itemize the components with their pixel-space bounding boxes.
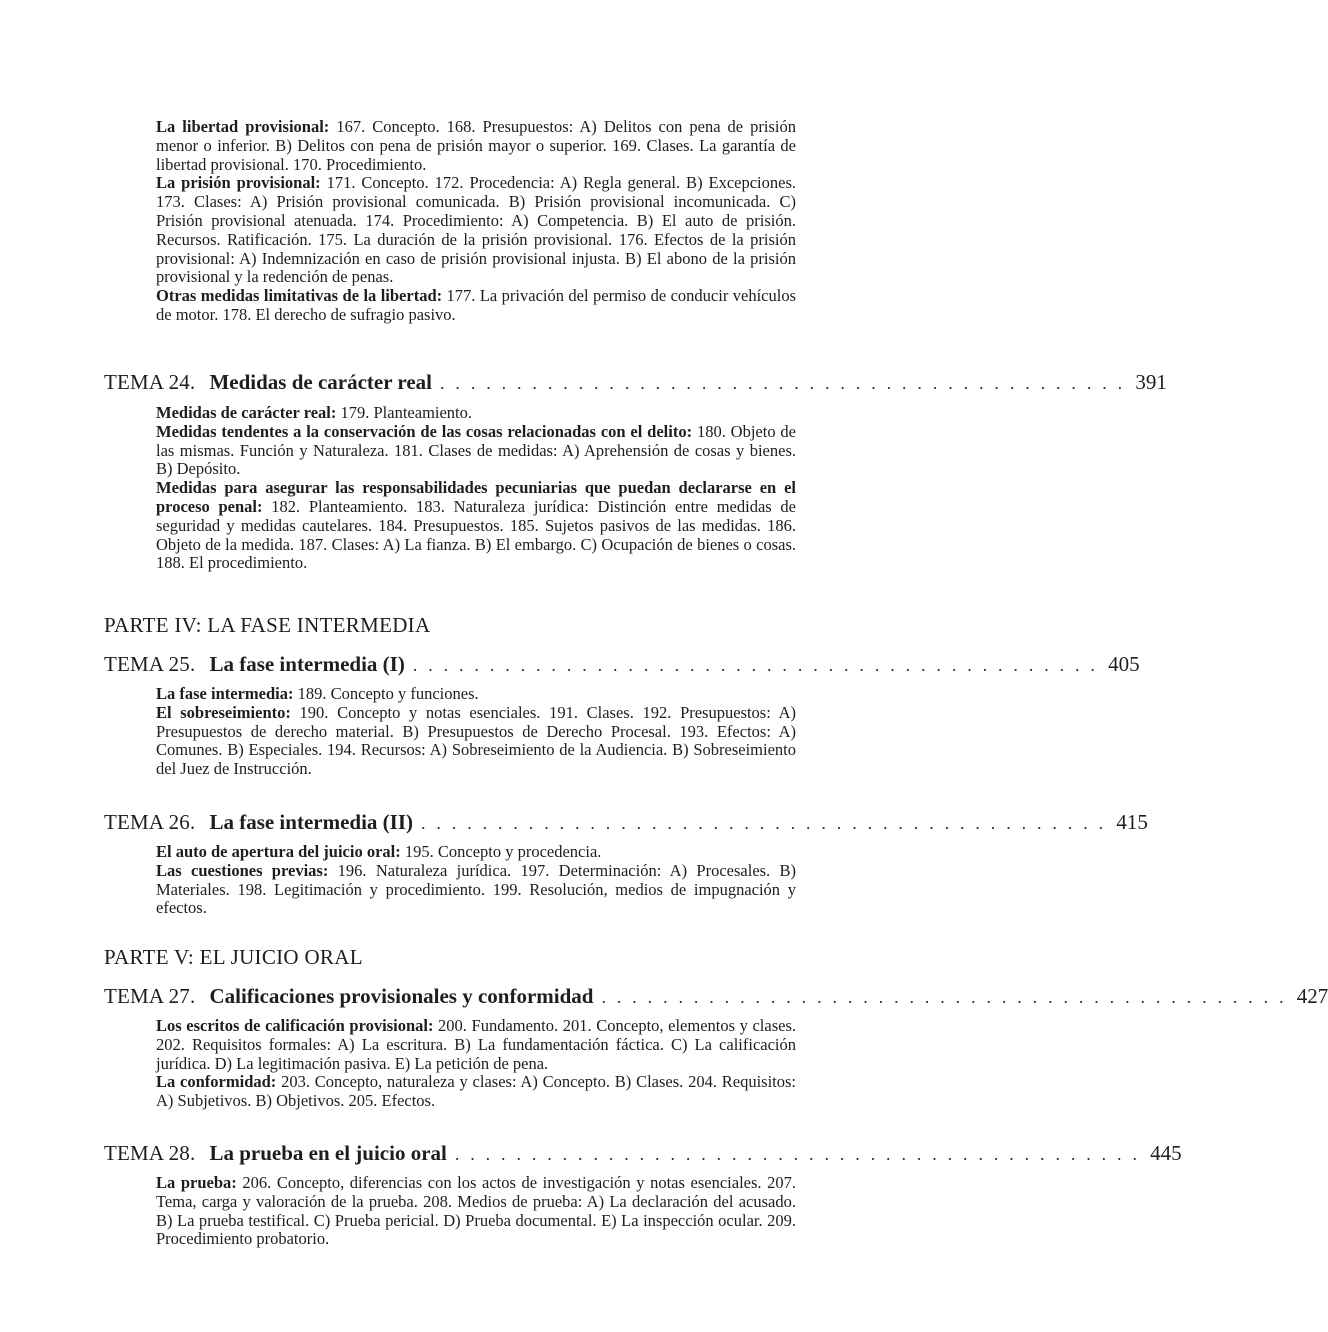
- tema-27-heading: [104, 984, 1328, 1014]
- page-number: 445: [1150, 1141, 1182, 1165]
- tema-title: Medidas de carácter real: [209, 370, 433, 394]
- parte-iv-heading: PARTE IV: LA FASE INTERMEDIA: [104, 613, 431, 637]
- index-paragraph: [156, 685, 796, 704]
- section-text: 203. Concepto, naturaleza y clases: A) Concepto. B) Clases. 204. Requisitos: A) Subjetivos. B) Objetivos. 205. Efectos.: [156, 1072, 796, 1111]
- dot-leader: . . . . . . . . . . . . . . . . . . . . . . . . . . . . . . . . . . . . . . . . . . . . .: [412, 655, 1099, 675]
- index-paragraph: [156, 404, 796, 423]
- tema-title: La prueba en el juicio oral: [209, 1141, 447, 1165]
- index-paragraph: [156, 843, 796, 862]
- tema-25-content: [156, 685, 796, 779]
- tema-26-heading: [104, 810, 1148, 840]
- tema-24-content: [156, 404, 796, 573]
- section-text: 190. Concepto y notas esenciales. 191. Clases. 192. Presupuestos: A) Presupuestos de derecho material. B) Presupuestos de Derecho Procesal. 193. Efectos: A) Comunes. B) Especiales. 194. Recursos: A) Sobreseimiento de la Audiencia. B) Sobreseimiento del Juez de Instrucción.: [156, 702, 796, 779]
- tema-28-content: [156, 1174, 796, 1249]
- page-number: 427: [1296, 984, 1328, 1008]
- index-paragraph: [156, 1017, 796, 1073]
- section-heading: La fase intermedia:: [156, 684, 294, 703]
- section-heading: Medidas de carácter real:: [156, 403, 337, 422]
- page-number: 391: [1135, 370, 1167, 394]
- section-text: 180. Objeto de las mismas. Función y Naturaleza. 181. Clases de medidas: A) Aprehensión de cosas y bienes. B) Depósito.: [156, 421, 796, 479]
- section-heading: Los escritos de calificación provisional:: [156, 1016, 434, 1035]
- section-heading: El auto de apertura del juicio oral:: [156, 842, 401, 861]
- section-heading: Las cuestiones previas:: [156, 860, 329, 880]
- tema-27-content: [156, 1017, 796, 1111]
- index-paragraph: [156, 118, 796, 174]
- section-text: 177. La privación del permiso de conducir vehículos de motor. 178. El derecho de sufragio pasivo.: [156, 286, 796, 324]
- index-paragraph: [156, 1073, 796, 1111]
- section-heading: La libertad provisional:: [156, 117, 330, 136]
- dot-leader: . . . . . . . . . . . . . . . . . . . . . . . . . . . . . . . . . . . . . . . . . . . . .: [601, 987, 1287, 1007]
- tema-number: TEMA 25.: [104, 652, 196, 676]
- section-heading: Otras medidas limitativas de la libertad:: [156, 286, 443, 306]
- section-text: 189. Concepto y funciones.: [293, 684, 479, 703]
- tema-number: TEMA 28.: [104, 1141, 196, 1165]
- page-number: 415: [1116, 810, 1148, 834]
- index-paragraph: [156, 287, 796, 325]
- section-text: 179. Planteamiento.: [336, 403, 473, 422]
- tema-title: La fase intermedia (II): [209, 810, 413, 834]
- dot-leader: . . . . . . . . . . . . . . . . . . . . . . . . . . . . . . . . . . . . . . . . . . . . .: [440, 373, 1126, 393]
- tema-25-heading: [104, 652, 1140, 682]
- index-paragraph: [156, 862, 796, 918]
- parte-v-heading: PARTE V: EL JUICIO ORAL: [104, 945, 363, 969]
- section-text: 182. Planteamiento. 183. Naturaleza jurídica: Distinción entre medidas de seguridad y medidas cautelares. 184. Presupuestos. 185. Sujetos pasivos de las medidas. 186. Objeto de la medida. 187. Clases: A) La fianza. B) El embargo. C) Ocupación de bienes o cosas. 188. El procedimiento.: [156, 496, 796, 573]
- section-heading: Medidas tendentes a la conservación de las cosas relacionadas con el delito:: [156, 421, 693, 441]
- section-heading: La prisión provisional:: [156, 173, 321, 193]
- section-text: 196. Naturaleza jurídica. 197. Determinación: A) Procesales. B) Materiales. 198. Legitimación y procedimiento. 199. Resolución, medios de impugnación y efectos.: [156, 860, 797, 918]
- tema-title: Calificaciones provisionales y conformidad: [209, 984, 594, 1008]
- index-paragraph: [156, 423, 796, 479]
- tema-number: TEMA 26.: [104, 810, 196, 834]
- index-paragraph: [156, 479, 796, 573]
- tema-number: TEMA 27.: [104, 984, 196, 1008]
- index-paragraph: [156, 1174, 796, 1249]
- tema-title: La fase intermedia (I): [209, 652, 405, 676]
- section-text: 200. Fundamento. 201. Concepto, elementos y clases. 202. Requisitos formales: A) La escritura. B) La fundamentación fáctica. C) La calificación jurídica. D) La legitimación pasiva. E) La petición de pena.: [156, 1016, 796, 1073]
- index-paragraph: [156, 174, 796, 287]
- section-text: 206. Concepto, diferencias con los actos de investigación y notas esenciales. 207. Tema, carga y valoración de la prueba. 208. Medios de prueba: A) La declaración del acusado. B) La prueba testifical. C) Prueba pericial. D) Prueba documental. E) La inspección ocular. 209. Procedimiento probatorio.: [156, 1173, 796, 1249]
- index-paragraph: [156, 704, 796, 779]
- intro-block: [156, 118, 796, 325]
- page-number: 405: [1108, 652, 1140, 676]
- tema-26-content: [156, 843, 796, 918]
- section-heading: La conformidad:: [156, 1072, 277, 1092]
- section-text: 195. Concepto y procedencia.: [400, 842, 602, 861]
- dot-leader: . . . . . . . . . . . . . . . . . . . . . . . . . . . . . . . . . . . . . . . . . . . . .: [421, 813, 1107, 833]
- dot-leader: . . . . . . . . . . . . . . . . . . . . . . . . . . . . . . . . . . . . . . . . . . . . .: [454, 1144, 1141, 1164]
- tema-24-heading: [104, 370, 1167, 400]
- section-heading: El sobreseimiento:: [156, 702, 291, 722]
- section-text: 167. Concepto. 168. Presupuestos: A) Delitos con pena de prisión menor o inferior. B) Delitos con pena de prisión mayor o superior. 169. Clases. La garantía de libertad provisional. 170. Procedimiento.: [156, 117, 796, 174]
- tema-28-heading: [104, 1141, 1182, 1171]
- section-heading: La prueba:: [156, 1173, 237, 1192]
- section-heading: Medidas para asegurar las responsabilidades pecuniarias que puedan declararse en el proceso penal:: [156, 478, 796, 516]
- tema-number: TEMA 24.: [104, 370, 196, 394]
- section-text: 171. Concepto. 172. Procedencia: A) Regla general. B) Excepciones. 173. Clases: A) Prisión provisional comunicada. B) Prisión provisional incomunicada. C) Prisión provisional atenuada. 174. Procedimiento: A) Competencia. B) El auto de prisión. Recursos. Ratificación. 175. La duración de la prisión provisional. 176. Efectos de la prisión provisional: A) Indemnización en caso de prisión provisional injusta. B) El abono de la prisión provisional y la redención de penas.: [156, 173, 796, 287]
